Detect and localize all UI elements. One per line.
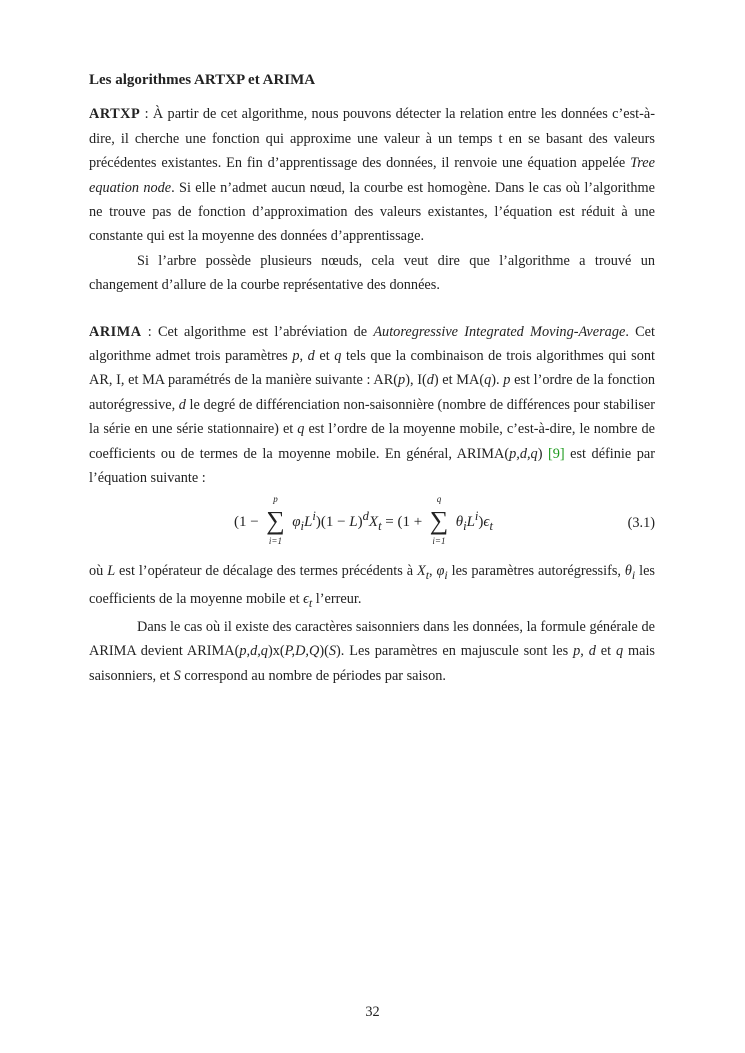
equation-explanation [89, 559, 655, 616]
arima-text: est l’ordre de la moyenne mobile, c’est-à-dire, le nombre de coefficients ou de termes de la moyenne mobile. En général, ARIMA( [89, 421, 655, 462]
arima-text: est définie par l’équation suivante : [89, 445, 656, 487]
paragraph-gap [89, 298, 655, 320]
equation-3-1 [89, 493, 655, 559]
artxp-term: ARTXP [89, 106, 141, 123]
eq-sub: t [489, 518, 493, 533]
math-var: φ [436, 562, 445, 579]
math-var: p,d,q [509, 445, 538, 462]
math-var: p,d,q [239, 643, 268, 660]
arima-text: ) et MA( [433, 372, 485, 389]
math-var: d [426, 372, 434, 389]
math-var: p [503, 372, 511, 389]
eq-epsilon: ϵ [483, 513, 490, 530]
arima-text: , [299, 348, 308, 365]
text: les paramètres autorégressifs, [447, 562, 625, 579]
text: , [580, 643, 589, 660]
text: ). Les paramètres en majuscule sont les [336, 643, 574, 660]
sigma-glyph: ∑ [429, 506, 449, 536]
eq-L: L [466, 513, 475, 530]
section-heading: Les algorithmes ARTXP et ARIMA [89, 72, 316, 88]
math-var: S [173, 667, 181, 684]
arima-text: . Cet algorithme admet trois paramètres [89, 323, 655, 365]
math-var: q [334, 348, 342, 365]
arima-term: ARIMA [89, 323, 142, 340]
math-var: d [588, 643, 596, 660]
eq-text: ) [478, 513, 484, 530]
math-var: q [484, 372, 492, 389]
math-var: θ [624, 562, 632, 579]
eq-text: )(1 − [315, 513, 350, 530]
text: , [429, 562, 437, 579]
sum-upper-limit: p [273, 494, 278, 505]
math-var: X [416, 562, 426, 579]
math-var: p [398, 372, 406, 389]
math-var: q [297, 421, 305, 438]
equation-body [234, 494, 493, 547]
arima-text: le degré de différenciation non-saisonnière (nombre de différences pour stabiliser la série en une série stationnaire) et [89, 396, 655, 438]
summation-symbol [262, 494, 288, 547]
arima-italic-expansion: Autoregressive Integrated Moving-Average [373, 323, 626, 340]
text: )x( [267, 643, 285, 660]
eq-sup: i [474, 508, 479, 523]
artxp-text-2: . Si elle n’admet aucun nœud, la courbe est homogène. Dans le cas où l’algorithme ne trouve pas de fonction d’approximation des valeurs existantes, l’équation est réduit à une constante qui est la moyenne des données d’apprentissage. [89, 179, 656, 245]
seasonal-paragraph [89, 615, 655, 688]
arima-text: ) [537, 445, 548, 462]
math-var: p [573, 643, 581, 660]
text: mais saisonniers, et [89, 643, 655, 684]
arima-text: tels que la combinaison de trois algorithmes qui sont AR, I, et MA paramétrés de la manière suivante : AR( [89, 348, 656, 389]
equation-number: (3.1) [627, 514, 655, 531]
arima-text: et [314, 348, 335, 365]
math-var: d [178, 396, 186, 413]
eq-text: = (1 + [381, 513, 426, 530]
page-content [89, 68, 655, 688]
artxp-paragraph-2: Si l’arbre possède plusieurs nœuds, cela veut dire que l’algorithme a trouvé un changement d’allure de la courbe représentative des données. [89, 252, 655, 294]
text: l’erreur. [312, 590, 362, 607]
arima-text: : Cet algorithme est l’abréviation de [141, 323, 374, 340]
eq-phi: φ [292, 513, 301, 530]
math-var: p [292, 348, 300, 365]
artxp-italic-term: Tree equation node [89, 155, 655, 196]
math-var: q [615, 643, 624, 660]
eq-text: (1 − [234, 513, 263, 530]
text: où [89, 562, 108, 579]
eq-sub: t [378, 518, 382, 533]
artxp-paragraph [89, 102, 655, 248]
math-sub: t [425, 567, 429, 582]
math-var: d [307, 348, 315, 365]
text: correspond au nombre de périodes par saison. [180, 667, 446, 684]
eq-sup: d [362, 508, 369, 523]
text: )( [319, 643, 329, 660]
arima-text: ), I( [405, 372, 427, 389]
eq-sub: i [463, 518, 467, 533]
eq-L: L [304, 513, 313, 530]
math-sub: t [308, 595, 313, 610]
arima-paragraph [89, 320, 655, 491]
math-var: S [328, 643, 337, 660]
citation-link[interactable]: [9] [547, 445, 565, 462]
sum-upper-limit: q [436, 494, 442, 505]
text: les coefficients de la moyenne mobile et [89, 562, 655, 607]
eq-sub: i [300, 518, 305, 533]
sum-lower-limit: i=1 [432, 536, 446, 547]
math-sub: i [631, 567, 636, 582]
eq-X: X [368, 513, 379, 530]
eq-L: L [349, 513, 358, 530]
math-var: P,D,Q [284, 643, 320, 660]
page-number: 32 [365, 1004, 380, 1020]
eq-sup: i [312, 508, 316, 523]
text: et [595, 643, 616, 660]
math-var: ϵ [303, 590, 309, 607]
math-sub: i [444, 567, 448, 582]
math-var: L [107, 562, 116, 579]
text: Dans le cas où il existe des caractères saisonniers dans les données, la formule générale de ARIMA devient ARIMA( [89, 619, 655, 660]
arima-text: est l’ordre de la fonction autorégressive, [89, 372, 655, 413]
text: est l’opérateur de décalage des termes précédents à [115, 562, 417, 579]
arima-text: ). [491, 372, 504, 389]
summation-symbol [426, 494, 452, 547]
artxp-text-1: : À partir de cet algorithme, nous pouvons détecter la relation entre les données c’est-à-dire, il cherche une fonction qui approxime une valeur à un temps t en se basant des valeurs précédentes existantes. En fin d’apprentissage des données, il renvoie une équation appelée [89, 106, 655, 172]
sigma-glyph: ∑ [266, 506, 285, 536]
eq-theta: θ [455, 513, 464, 530]
eq-text: ) [357, 513, 363, 530]
sum-lower-limit: i=1 [268, 536, 282, 547]
